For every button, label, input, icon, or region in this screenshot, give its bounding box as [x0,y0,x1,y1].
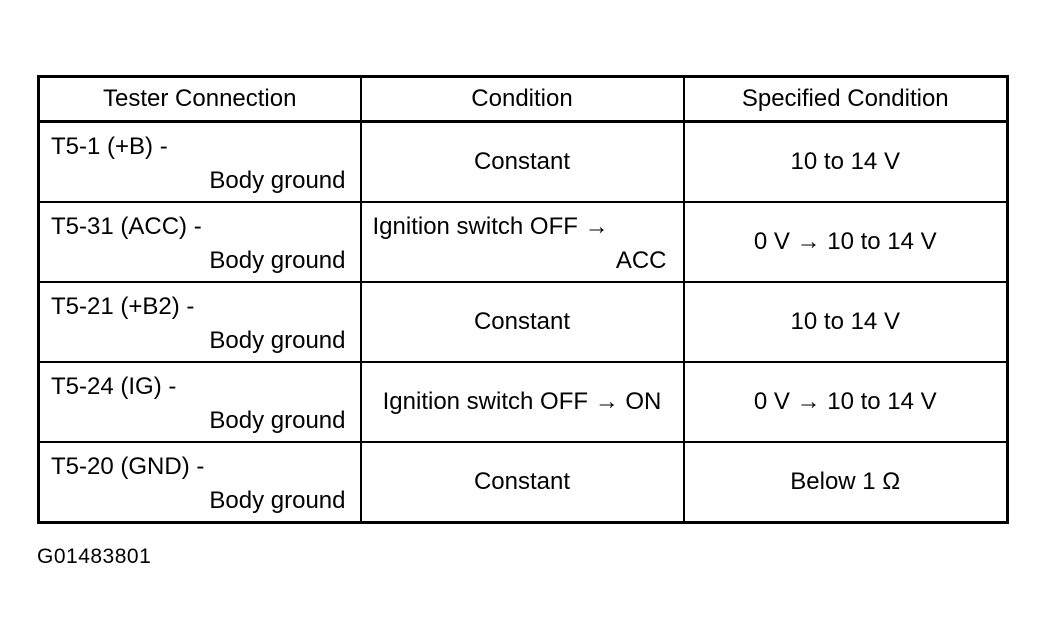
tester-connection-cell [39,282,361,362]
condition-cell: Ignition switch OFF → ON [361,362,684,442]
table-body [39,122,1008,523]
ground-label: Body ground [209,247,346,274]
specified-condition-cell: 10 to 14 V [684,122,1008,203]
figure-id: G01483801 [37,545,152,568]
terminal-label: T5-1 (+B) - [51,133,168,160]
ground-label: Body ground [209,327,346,354]
condition-cell: Constant [361,442,684,523]
tester-connection-cell [39,362,361,442]
specified-condition-cell: 0 V → 10 to 14 V [684,202,1008,282]
terminal-label: T5-24 (IG) - [51,373,177,400]
table-row [39,122,1008,203]
specified-condition-cell: 10 to 14 V [684,282,1008,362]
condition-line-2: ACC [615,247,667,274]
ground-label: Body ground [209,407,346,434]
terminal-label: T5-21 (+B2) - [51,293,195,320]
specified-condition-cell: 0 V → 10 to 14 V [684,362,1008,442]
condition-cell: Constant [361,282,684,362]
condition-cell: Constant [361,122,684,203]
header-condition: Condition [361,77,684,122]
terminal-label: T5-31 (ACC) - [51,213,202,240]
table-row [39,282,1008,362]
table-row [39,442,1008,523]
header-row [39,77,1008,122]
table-header [39,77,1008,122]
table-row [39,362,1008,442]
table-row [39,202,1008,282]
ground-label: Body ground [209,167,346,194]
ground-label: Body ground [209,487,346,514]
terminal-label: T5-20 (GND) - [51,453,205,480]
condition-line-1: Ignition switch OFF → [372,213,609,240]
condition-cell [361,202,684,282]
tester-connection-cell [39,442,361,523]
header-specified-condition: Specified Condition [684,77,1008,122]
specified-condition-cell: Below 1 Ω [684,442,1008,523]
tester-connection-cell [39,122,361,203]
tester-connection-cell [39,202,361,282]
header-tester-connection: Tester Connection [39,77,361,122]
specification-table [37,75,1009,524]
